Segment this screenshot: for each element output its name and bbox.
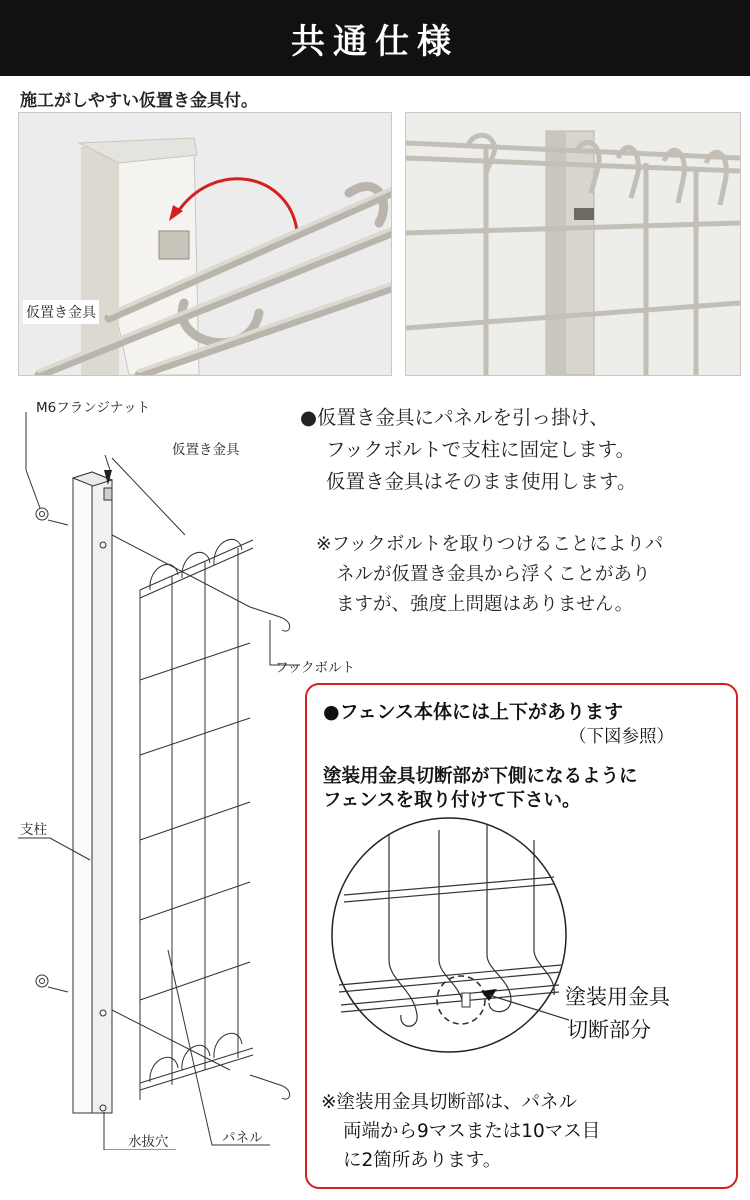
cut-note-line: に2箇所あります。 xyxy=(343,1150,502,1171)
cut-detail-illustration xyxy=(329,815,569,1055)
orientation-subheading: （下図参照） xyxy=(569,727,674,747)
photo-panel-hooked xyxy=(405,112,741,376)
installation-note xyxy=(316,530,663,620)
section-subtitle: 施工がしやすい仮置き金具付。 xyxy=(20,91,258,111)
orientation-instruction xyxy=(323,765,638,813)
post-label: 支柱 xyxy=(20,822,47,838)
post-panel-diagram xyxy=(0,380,300,1150)
temp-bracket-label: 仮置き金具 xyxy=(172,442,240,458)
description-line: ●仮置き金具にパネルを引っ掛け、 xyxy=(300,406,609,429)
cut-note-line: 両端から9マスまたは10マス目 xyxy=(343,1121,601,1142)
note-line: ますが、強度上問題はありません。 xyxy=(336,594,634,615)
instruction-line: 塗装用金具切断部が下側になるように xyxy=(323,766,638,787)
cut-part-label xyxy=(565,981,670,1047)
orientation-heading: ●フェンス本体には上下があります xyxy=(323,701,624,723)
note-line: ネルが仮置き金具から浮くことがあり xyxy=(336,564,651,585)
description-line: 仮置き金具はそのまま使用します。 xyxy=(326,470,637,493)
photo-temp-bracket xyxy=(18,112,392,376)
installation-description xyxy=(300,402,636,498)
cut-label-line: 塗装用金具 xyxy=(565,985,670,1009)
description-line: フックボルトで支柱に固定します。 xyxy=(326,438,636,461)
cut-label-line: 切断部分 xyxy=(567,1018,651,1042)
header-banner xyxy=(0,0,750,76)
temp-bracket-photo-label: 仮置き金具 xyxy=(23,300,99,324)
page-title: 共通仕様 xyxy=(291,21,459,62)
hook-bolt-label: フックボルト xyxy=(275,660,356,676)
note-line: ※フックボルトを取りつけることによりパ xyxy=(316,534,664,555)
instruction-line: フェンスを取り付けて下さい。 xyxy=(323,790,581,811)
cut-location-note xyxy=(321,1088,600,1175)
m6-nut-label: M6フランジナット xyxy=(36,400,151,416)
panel-label: パネル xyxy=(222,1130,263,1146)
cut-note-line: ※塗装用金具切断部は、パネル xyxy=(321,1092,578,1113)
orientation-notice-box xyxy=(305,683,738,1189)
drain-hole-label: 水抜穴 xyxy=(128,1134,169,1150)
